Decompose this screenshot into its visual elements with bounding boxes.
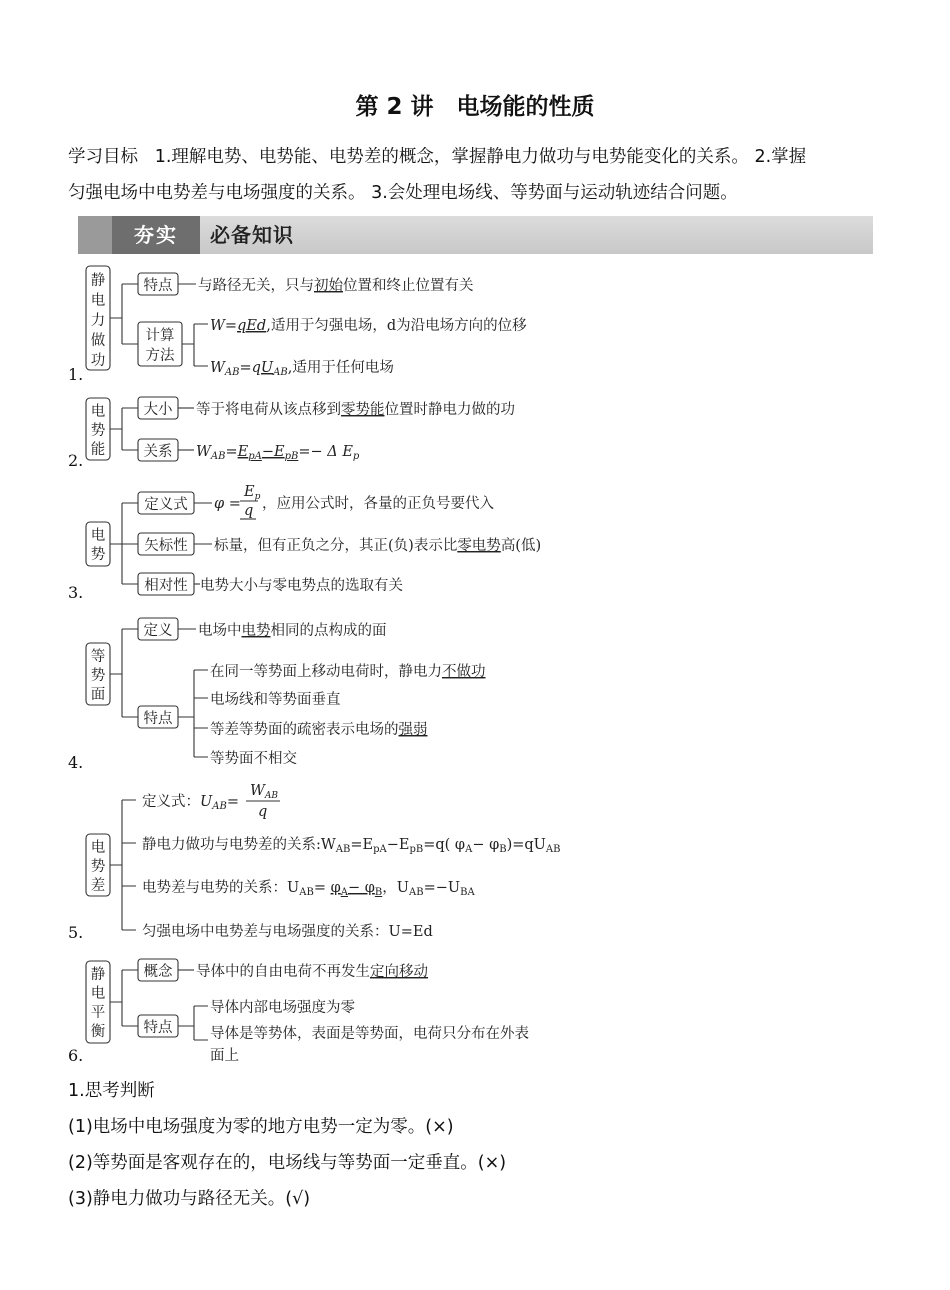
map-work-by-electric-force: [68, 266, 527, 384]
qa-item: (1)电场中电场强度为零的地方电势一定为零。(×): [68, 1117, 454, 1137]
root-char: 势: [90, 668, 106, 684]
banner-tag: 夯实: [112, 216, 200, 254]
root-char: 做: [90, 333, 106, 349]
branch-text: 与路径无关，只与初始位置和终止位置有关: [198, 278, 474, 294]
work-potential-relation: 静电力做功与电势差的关系$:W_{AB}=E_{pA}-E_{pB}=q$( $\varphi_A- \varphi_B)=qU_{AB}$: [142, 837, 561, 855]
branch-text: 电场中电势相同的点构成的面: [198, 623, 387, 639]
feature-item: 等差等势面的疏密表示电场的强弱: [210, 722, 428, 738]
formula-potential-numerator: $E_p$: [244, 484, 261, 502]
branch-label: 关系: [143, 444, 173, 460]
map-equipotential-surface: [68, 618, 486, 772]
map-number: 1.: [68, 365, 84, 384]
map-number: 5.: [68, 923, 84, 942]
branch-label: 计算: [145, 328, 175, 344]
objective-2-end: 匀强电场中电势差与电场强度的关系。: [68, 183, 366, 203]
formula-potential-lhs: φ =: [214, 496, 241, 512]
root-char: 电: [90, 528, 106, 544]
feature-item: 等势面不相交: [210, 751, 297, 767]
page-title: 第 2 讲 电场能的性质: [355, 94, 595, 120]
branch-label: 概念: [143, 964, 173, 980]
branch-label: 定义式: [144, 497, 188, 513]
feature-item: 电场线和等势面垂直: [210, 692, 341, 708]
formula-work-general: $W_{AB}=qU_{AB}$,适用于任何电场: [210, 360, 394, 378]
definition-line: 定义式：$U_{AB}=$: [142, 794, 239, 812]
root-char: 电: [90, 404, 106, 420]
uniform-field-relation: 匀强电场中电势差与电场强度的关系：U=Ed: [142, 924, 433, 940]
formula-potential-denominator: q: [244, 503, 254, 519]
root-char: 衡: [90, 1024, 106, 1040]
banner-heading: 必备知识: [210, 223, 294, 247]
branch-label: 特点: [143, 278, 173, 294]
feature-item: 导体内部电场强度为零: [210, 1000, 355, 1016]
qa-item: (2)等势面是客观存在的，电场线与等势面一定垂直。(×): [68, 1153, 507, 1173]
branch-label: 特点: [143, 711, 173, 727]
branch-label: 特点: [143, 1020, 173, 1036]
branch-label: 矢标性: [144, 538, 188, 554]
root-char: 势: [90, 859, 106, 875]
root-char: 平: [90, 1005, 106, 1021]
root-char: 势: [90, 423, 106, 439]
branch-label: 相对性: [144, 578, 188, 594]
map-number: 2.: [68, 451, 84, 470]
branch-text: ，应用公式时，各量的正负号要代入: [262, 496, 494, 512]
objectives-label: 学习目标: [68, 147, 138, 167]
map-potential-difference: [68, 783, 560, 942]
qa-heading: 1.思考判断: [68, 1081, 155, 1101]
formula-energy-relation: $W_{AB}=E_{pA}-E_{pB}=- \Delta$ $E_p$: [196, 444, 360, 462]
map-number: 6.: [68, 1046, 84, 1065]
objective-1: 1.理解电势、电势能、电势差的概念，掌握静电力做功与电势能变化的关系。: [154, 147, 749, 167]
root-char: 静: [90, 967, 106, 983]
root-char: 差: [90, 878, 106, 894]
formula-work-uniform: W=qEd,适用于匀强电场，d为沿电场方向的位移: [210, 318, 527, 334]
objective-3: 3.会处理电场线、等势面与运动轨迹结合问题。: [371, 183, 738, 203]
root-char: 力: [90, 313, 106, 329]
root-char: 功: [90, 353, 106, 369]
objective-2-start: 2.掌握: [754, 147, 807, 167]
map-number: 3.: [68, 583, 84, 602]
branch-text: 导体中的自由电荷不再发生定向移动: [196, 964, 428, 980]
root-char: 电: [90, 840, 106, 856]
feature-item: 在同一等势面上移动电荷时，静电力不做功: [210, 664, 486, 680]
difference-potential-relation: 电势差与电势的关系：$U_{AB}= \varphi_A- \varphi_B$，$U_{AB}=-U_{BA}$: [142, 880, 475, 898]
branch-text: 等于将电荷从该点移到零势能位置时静电力做的功: [196, 402, 515, 418]
root-char: 能: [90, 442, 106, 458]
map-potential-energy: [68, 397, 515, 470]
root-char: 面: [90, 687, 106, 703]
map-number: 4.: [68, 753, 84, 772]
branch-text: 标量，但有正负之分，其正(负)表示比零电势高(低): [214, 538, 542, 554]
root-char: 等: [90, 649, 106, 665]
root-char: 电: [90, 986, 106, 1002]
root-char: 静: [90, 273, 106, 289]
definition-numerator: $W_{AB}$: [250, 783, 279, 801]
definition-denominator: q: [258, 804, 268, 820]
branch-label: 方法: [145, 348, 175, 364]
branch-text: 电势大小与零电势点的选取有关: [200, 578, 403, 594]
map-electrostatic-equilibrium: [68, 959, 529, 1065]
branch-label: 定义: [143, 623, 173, 639]
branch-label: 大小: [143, 402, 173, 418]
map-potential: [68, 484, 541, 602]
feature-item: 面上: [210, 1048, 239, 1064]
root-char: 势: [90, 547, 106, 563]
feature-item: 导体是等势体，表面是等势面，电荷只分布在外表: [210, 1026, 529, 1042]
root-char: 电: [90, 293, 106, 309]
qa-item: (3)静电力做功与路径无关。(√): [68, 1189, 311, 1209]
